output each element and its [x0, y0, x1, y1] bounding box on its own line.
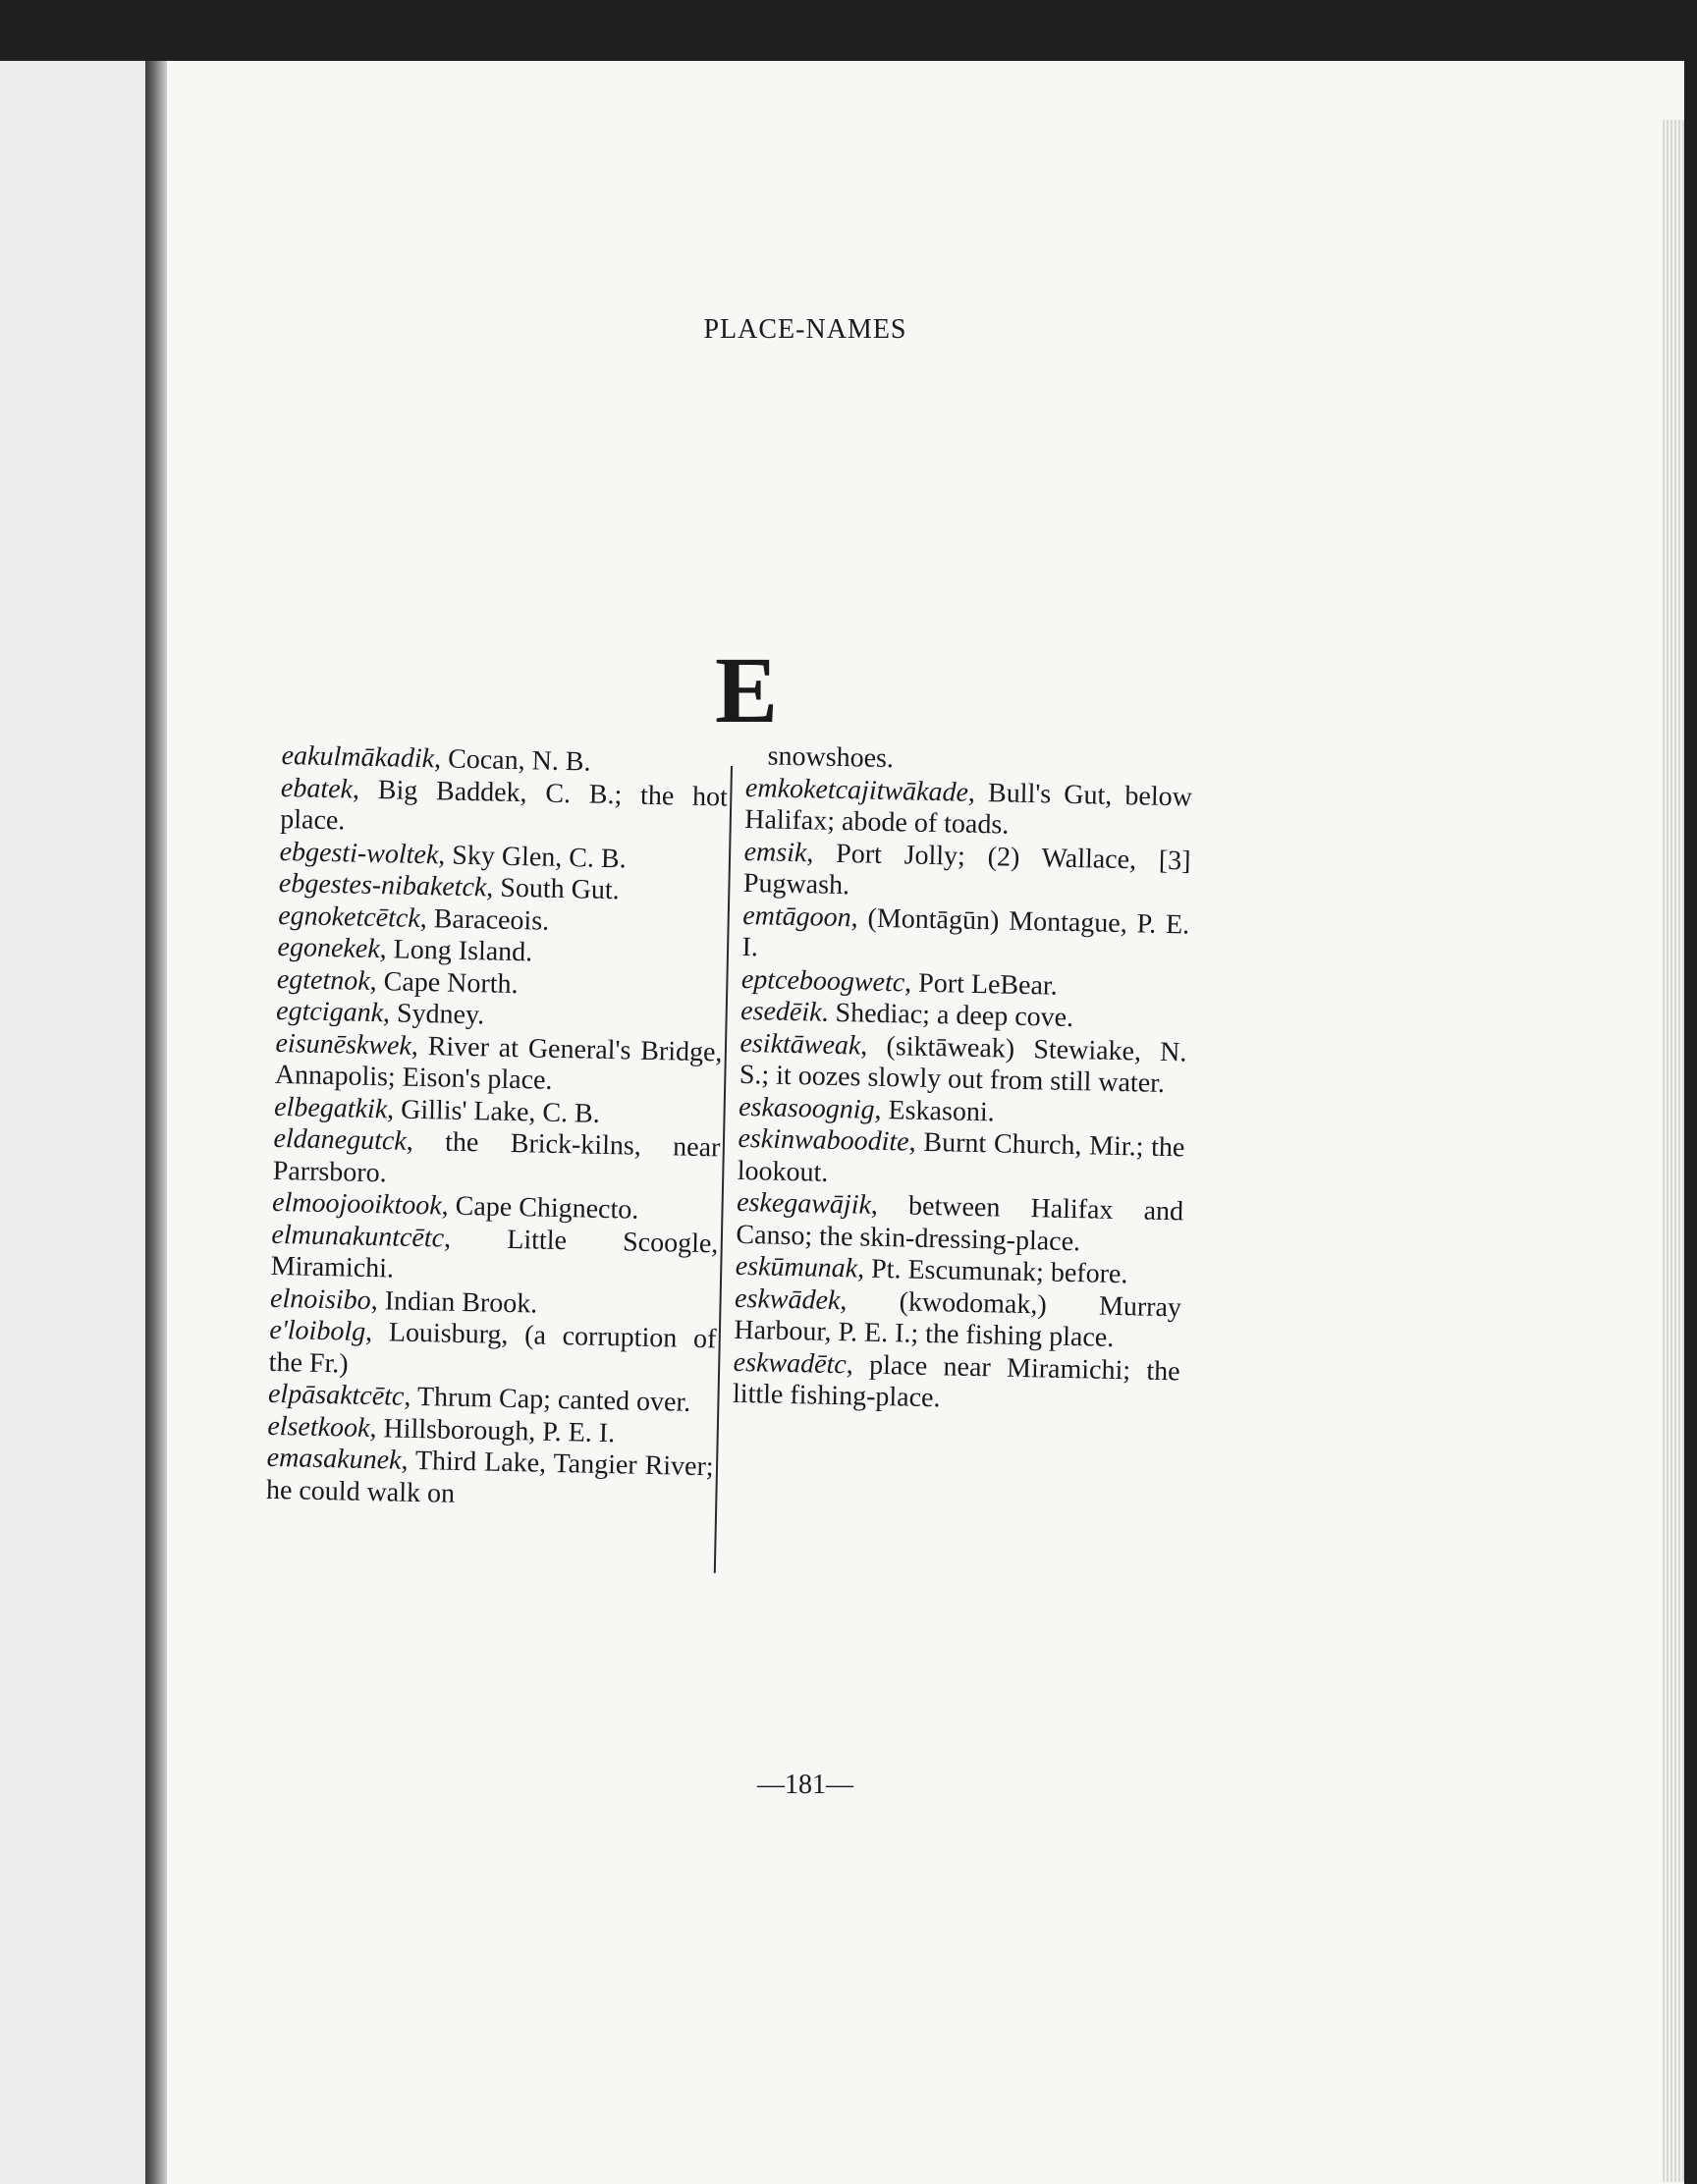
dictionary-entry	[280, 772, 728, 846]
left-column	[266, 740, 729, 1515]
definition: , Sky Glen, C. B.	[438, 839, 627, 874]
headword: emasakunek	[266, 1442, 402, 1476]
headword: eldanegutck	[273, 1122, 408, 1157]
definition: , Port LeBear.	[903, 966, 1059, 1002]
definition: , Port Jolly; (2) Wallace, [3] Pugwash.	[742, 837, 1191, 901]
definition: , Bull's Gut, below Halifax; abode of toads.	[743, 777, 1193, 841]
dictionary-entry	[275, 1027, 723, 1101]
definition: , Hillsborough, P. E. I.	[369, 1412, 616, 1448]
definition: , place near Miramichi; the little fishing-place.	[732, 1348, 1180, 1414]
headword: egnoketcētck	[277, 900, 421, 934]
definition: , Baraceois.	[419, 902, 550, 937]
definition: , (siktāweak) Stewiake, N. S.; it oozes slowly out from still water.	[739, 1030, 1187, 1099]
headword: emtāgoon	[741, 900, 852, 933]
headword: e'loibolg	[269, 1314, 366, 1347]
book-page	[167, 61, 1684, 2184]
definition: , between Halifax and Canso; the skin-dressing-place.	[736, 1189, 1184, 1257]
headword: ebgesti-woltek	[279, 836, 439, 870]
dictionary-entry	[268, 1315, 716, 1389]
book-gutter	[145, 61, 167, 2184]
definition: , Cape Chignecto.	[441, 1190, 639, 1226]
definition: , Cocan, N. B.	[433, 743, 591, 778]
headword: elsetkook	[267, 1410, 370, 1444]
definition: , Gillis' Lake, C. B.	[386, 1093, 601, 1129]
dictionary-entry	[270, 1219, 718, 1292]
dictionary-entry	[266, 1443, 714, 1516]
headword: eakulmākadik	[281, 740, 435, 775]
definition: , Eskasoni.	[874, 1094, 996, 1127]
definition: , Indian Brook.	[370, 1284, 538, 1320]
definition: . Shediac; a deep cove.	[821, 997, 1074, 1034]
definition: , the Brick-kilns, near Parrsboro.	[272, 1125, 721, 1188]
definition: , Pt. Escumunak; before.	[856, 1253, 1128, 1290]
definition: , Burnt Church, Mir.; the lookout.	[737, 1126, 1185, 1188]
definition: , South Gut.	[486, 872, 621, 906]
headword: elmoojooiktook	[271, 1186, 443, 1222]
headword: elmunakuntcētc	[271, 1219, 445, 1254]
headword: egonekek	[277, 931, 381, 965]
headword: ebatek	[280, 772, 354, 805]
right-column	[733, 740, 1193, 1420]
headword: eskūmunak	[735, 1250, 858, 1284]
headword: elpāsaktcētc	[267, 1378, 405, 1412]
dictionary-entry	[737, 1123, 1184, 1197]
dictionary-entry	[272, 1123, 720, 1197]
dictionary-entry	[734, 1283, 1181, 1356]
definition: , Long Island.	[379, 934, 533, 968]
dictionary-entry	[741, 900, 1189, 973]
definition: , Thrum Cap; canted over.	[404, 1381, 691, 1418]
headword: eskinwaboodite	[738, 1122, 909, 1158]
dictionary-entry	[739, 1027, 1187, 1101]
definition: , Big Baddek, C. B.; the hot place.	[279, 774, 729, 837]
section-letter: E	[715, 637, 779, 742]
headword: elbegatkik	[273, 1091, 388, 1124]
continuation-text: snowshoes.	[767, 740, 895, 775]
headword: egtetnok	[276, 963, 371, 997]
headword: eskegawājik	[736, 1186, 872, 1221]
running-head: PLACE-NAMES	[703, 314, 907, 345]
definition: , River at General's Bridge, Annapolis; Eison's place.	[274, 1030, 723, 1096]
headword: eskwādek	[734, 1283, 841, 1316]
definition: , Cape North.	[369, 965, 519, 1000]
headword: emkoketcajitwākade	[744, 772, 969, 808]
headword: emsik	[743, 836, 807, 868]
headword: elnoisibo	[269, 1283, 372, 1316]
definition: , Little Scoogle, Miramichi.	[270, 1223, 719, 1284]
headword: eisunēskwek	[275, 1027, 412, 1062]
left-page-edge	[0, 61, 145, 2184]
headword: eskwadētc	[733, 1346, 848, 1380]
page-number: —181—	[757, 1770, 853, 1800]
headword: esiktāweak	[739, 1027, 861, 1062]
headword: ebgestes-nibaketck	[278, 867, 487, 903]
headword: egtcigank	[275, 995, 384, 1029]
headword: eptceboogwetc	[740, 963, 905, 998]
definition: , (Montāgūn) Montague, P. E. I.	[741, 901, 1190, 963]
dictionary-entry	[733, 1346, 1180, 1420]
headword: eskasoognig	[738, 1091, 875, 1125]
dictionary-entry	[743, 836, 1191, 909]
page-stack-edge	[1663, 120, 1684, 2182]
definition: , (kwodomak,) Murray Harbour, P. E. I.; the fishing place.	[734, 1284, 1182, 1353]
definition: , Third Lake, Tangier River; he could walk on	[265, 1445, 714, 1509]
definition: , Sydney.	[382, 998, 485, 1031]
dictionary-entry	[736, 1187, 1183, 1261]
dictionary-entry	[744, 772, 1192, 846]
definition: , Louisburg, (a corruption of the Fr.)	[268, 1316, 717, 1380]
headword: esedēik	[739, 995, 822, 1028]
